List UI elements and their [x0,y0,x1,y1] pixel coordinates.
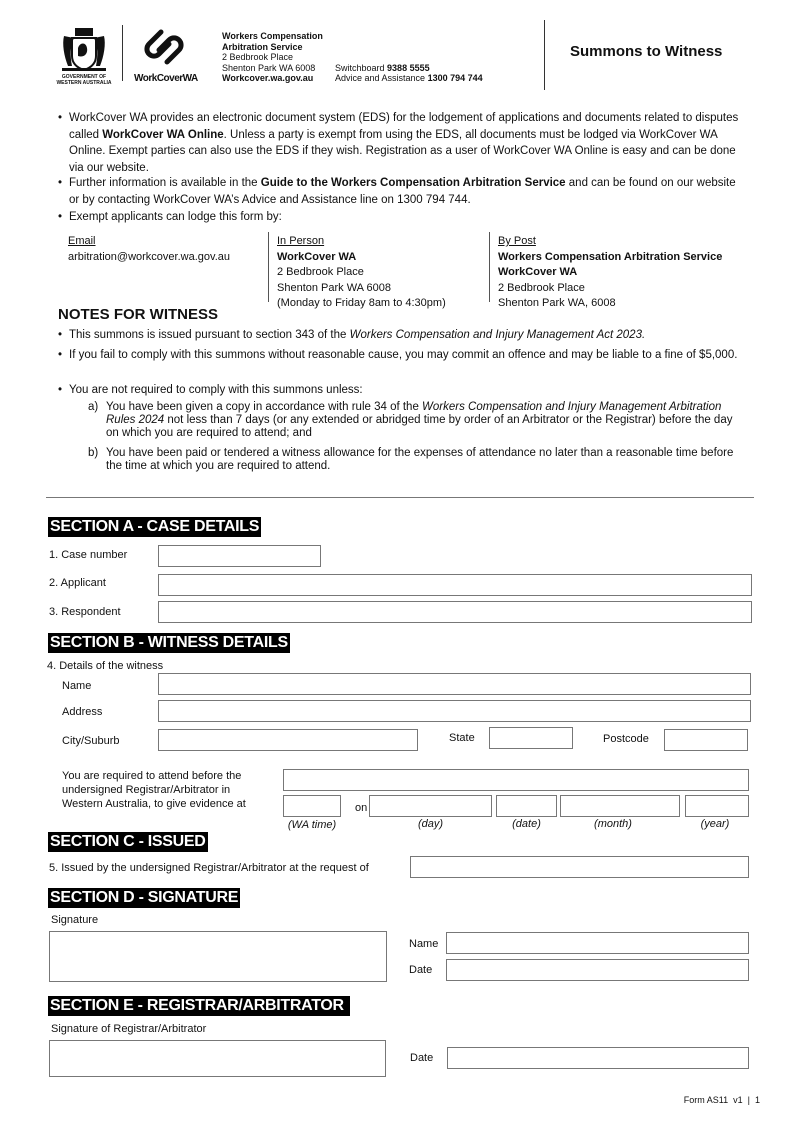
intro-bullet-2: • Further information is available in the Guide to the Workers Compensation Arbitration Service and can be found on our website or by contacting WorkCover WA’s Advice and Assistance line on 1300 794 744. [58,177,736,206]
lodge-in-person-heading: In Person [277,235,325,247]
witness-state-label: State [449,732,475,744]
lodge-email-heading: Email [68,235,96,247]
applicant-field[interactable] [158,574,752,596]
logo-divider [122,25,123,81]
signature-label: Signature [51,914,99,926]
switchboard: Switchboard 9388 5555 [335,62,430,73]
registrar-signature-label: Signature of Registrar/Arbitrator [51,1023,207,1035]
note-3a: a) You have been given a copy in accordance with rule 34 of the Workers Compensation and Injury Management Arbitration Rules 2024 not less than 7 days (or any extended or abridged time by order of an Arbitrator or the Registrar) before the day on which you are required to attend; and [88,401,733,439]
bullet-icon: • [58,177,63,189]
attend-time-field[interactable] [283,795,341,817]
attend-day-field[interactable] [369,795,492,817]
lodge-email-address[interactable]: arbitration@workcover.wa.gov.au [68,250,230,263]
respondent-field[interactable] [158,601,752,623]
applicant-label: 2. Applicant [49,577,106,589]
attend-date-field[interactable] [496,795,557,817]
caption-day: (day) [417,818,444,830]
attend-month-field[interactable] [560,795,680,817]
witness-name-field[interactable] [158,673,751,695]
lodge-divider-2 [489,232,490,302]
workcover-logo-text: WorkCoverWA [134,73,198,84]
attend-year-field[interactable] [685,795,749,817]
registrar-date-field[interactable] [447,1047,749,1069]
lodge-in-person: In Person WorkCover WA 2 Bedbrook Place Shenton Park WA 6008 (Monday to Friday 8am to 4:30pm) [277,235,446,309]
attend-instructions: You are required to attend before the undersigned Registrar/Arbitrator in Western Australia, to give evidence at [62,770,246,810]
section-d-heading: SECTION D - SIGNATURE [50,889,239,906]
lodge-divider-1 [268,232,269,302]
lodge-by-post-heading: By Post [498,235,536,247]
issued-request-field[interactable] [410,856,749,878]
bullet-icon: • [58,211,63,223]
form-id: Form AS11 [683,1095,729,1105]
switchboard-number: 9388 5555 [387,62,430,73]
bullet-icon: • [58,384,63,396]
org-address-line1: 2 Bedbrook Place [222,52,294,62]
signer-name-field[interactable] [446,932,749,954]
gov-logo-text: GOVERNMENT OF WESTERN AUSTRALIA [56,74,112,86]
note-2: • If you fail to comply with this summons without reasonable cause, you may commit an offence and may be liable to a fine of $5,000. [58,346,748,364]
respondent-label: 3. Respondent [49,606,121,618]
org-address-row [222,63,542,74]
section-b-heading: SECTION B - WITNESS DETAILS [50,634,288,651]
witness-details-label: 4. Details of the witness [47,660,164,672]
org-name-line1: Workers Compensation [222,31,323,41]
witness-city-label: City/Suburb [62,735,120,747]
intro-bullet-1: • WorkCover WA provides an electronic document system (EDS) for the lodgement of applications and documents related to disputes called WorkCover WA Online. Unless a party is exempt from using the EDS, all documents must be lodged via WorkCover WA Online. Exempt parties can also use the EDS if they wish. Registration as a user of WorkCover WA Online is easy and can be done via our website. [58,112,739,174]
case-number-field[interactable] [158,545,321,567]
on-label: on [355,802,368,814]
witness-name-label: Name [62,680,92,692]
website-link[interactable]: Workcover.wa.gov.au [222,73,314,83]
issued-by-label: 5. Issued by the undersigned Registrar/Arbitrator at the request of [49,862,369,874]
workcover-swirl-icon [139,28,189,66]
case-number-label: 1. Case number [49,549,128,561]
registrar-signature-field[interactable] [49,1040,386,1077]
signer-date-label: Date [409,964,433,976]
advice-number: 1300 794 744 [427,73,483,83]
title-divider [544,20,545,90]
witness-address-label: Address [62,706,103,718]
government-crest-logo [58,24,110,84]
org-address-line2: Shenton Park WA 6008 [222,62,316,73]
section-e-heading: SECTION E - REGISTRAR/ARBITRATOR [48,996,350,1016]
org-info [222,31,542,84]
caption-date: (date) [512,818,541,830]
witness-postcode-field[interactable] [664,729,748,751]
caption-year: (year) [700,818,730,830]
section-a-heading: SECTION A - CASE DETAILS [50,518,260,535]
org-name-line2: Arbitration Service [222,41,303,52]
bullet-icon: • [58,349,63,361]
note-3b: b) You have been paid or tendered a witness allowance for the expenses of attendance no later than a reasonable time before the time at which you are required to attend. [88,447,734,472]
crest-icon [58,24,110,74]
signer-date-field[interactable] [446,959,749,981]
section-c-heading: SECTION C - ISSUED [50,833,206,850]
intro-bullet-3: • Exempt applicants can lodge this form by: [58,209,748,226]
form-title: Summons to Witness [570,43,723,60]
org-contact-row [222,73,542,84]
bullet-icon: • [58,112,63,124]
page-number: 1 [754,1095,760,1105]
notes-title: NOTES FOR WITNESS [58,306,219,323]
section-divider [46,497,754,498]
footer [684,1095,760,1105]
attend-location-field[interactable] [283,769,749,791]
advice-line: Advice and Assistance 1300 794 744 [335,73,483,83]
form-version: v1 [733,1095,743,1105]
lodge-email [68,234,268,265]
witness-city-field[interactable] [158,729,418,751]
bullet-icon: • [58,329,63,341]
witness-state-field[interactable] [489,727,573,749]
caption-month: (month) [594,818,632,830]
footer-separator: | [747,1095,750,1105]
workcover-logo [134,28,198,84]
note-3: • You are not required to comply with this summons unless: [58,382,748,399]
caption-wa-time: (WA time) [287,819,337,831]
lodge-by-post: By Post Workers Compensation Arbitration Service WorkCover WA 2 Bedbrook Place Shenton Park WA, 6008 [498,235,723,309]
signer-name-label: Name [409,938,439,950]
witness-postcode-label: Postcode [603,733,649,745]
signature-field[interactable] [49,931,387,982]
note-1: • This summons is issued pursuant to section 343 of the Workers Compensation and Injury Management Act 2023. [58,327,748,344]
witness-address-field[interactable] [158,700,751,722]
registrar-date-label: Date [410,1052,434,1064]
